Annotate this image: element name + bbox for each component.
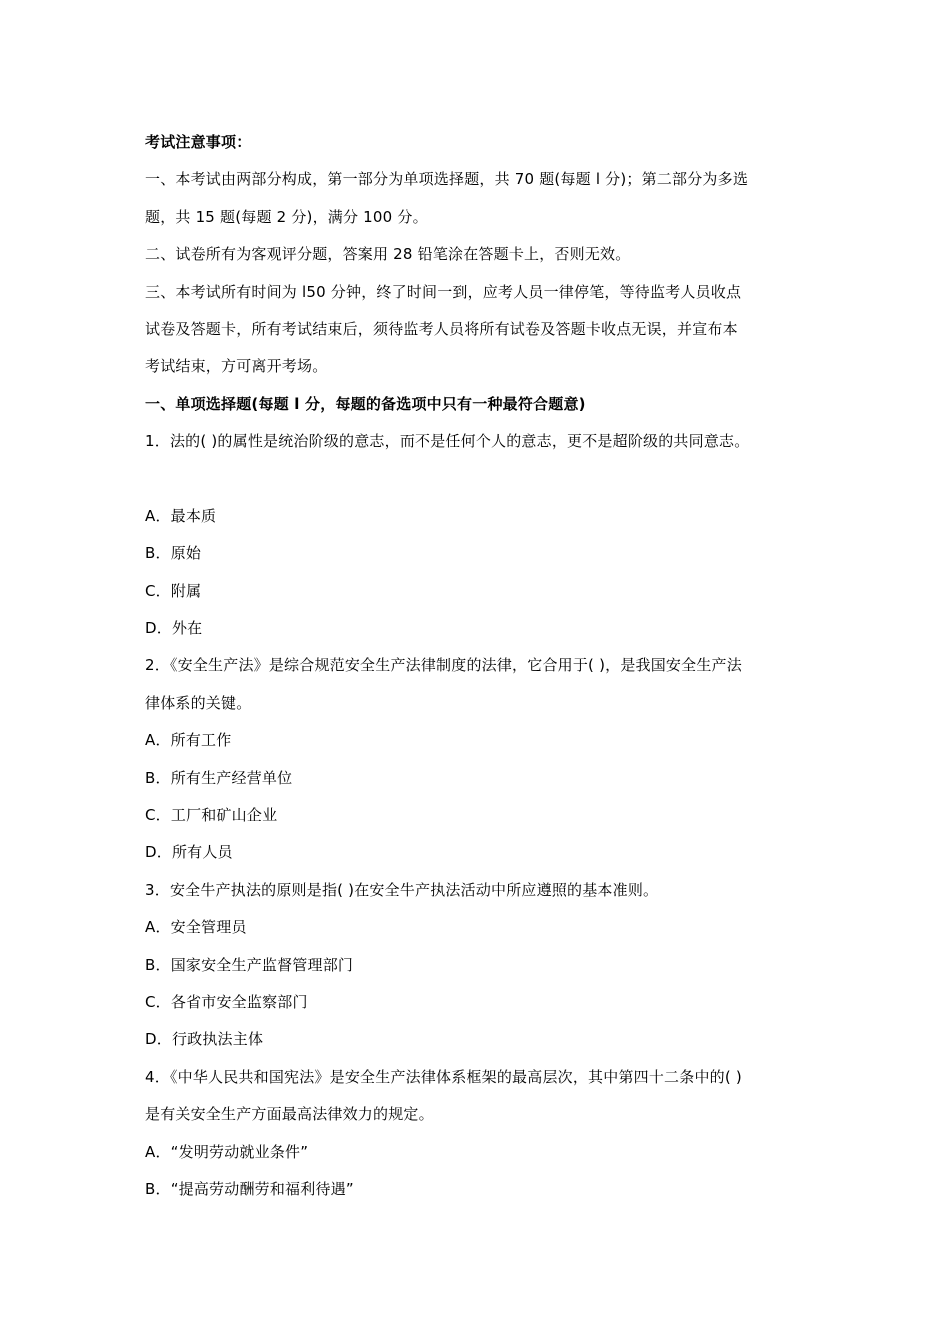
option-a: A．所有工作: [145, 731, 232, 750]
option-c: C．工厂和矿山企业: [145, 806, 278, 825]
question-stem: 3．安全牛产执法的原则是指( )在安全牛产执法活动中所应遵照的基本准则。: [145, 880, 659, 899]
question-stem: 1．法的( )的属性是统治阶级的意志，而不是任何个人的意志，更不是超阶级的共同意志。: [145, 432, 750, 451]
notice-item-3-line-3: 考试结束，方可离开考场。: [145, 357, 328, 376]
notice-item-2: 二、试卷所有为客观评分题，答案用 28 铅笔涂在答题卡上，否则无效。: [145, 245, 631, 264]
notice-item-1-line-1: 一、本考试由两部分构成，第一部分为单项选择题，共 70 题(每题 l 分)；第二部分为多选: [145, 170, 749, 189]
question-stem-continued: 律体系的关键。: [145, 693, 252, 712]
notice-item-3-line-2: 试卷及答题卡，所有考试结束后，须待监考人员将所有试卷及答题卡收点无误，并宣布本: [145, 319, 738, 338]
option-c: C．各省市安全监察部门: [145, 992, 308, 1011]
question-4: [145, 1059, 815, 1209]
section-heading: 一、单项选择题(每题 l 分，每题的备选项中只有一种最符合题意): [145, 394, 586, 413]
notice-item-1-line-2: 题，共 15 题(每题 2 分)，满分 100 分。: [145, 207, 428, 226]
question-stem: 2．《安全生产法》是综合规范安全生产法律制度的法律，它合用于( )，是我国安全生产法: [145, 656, 742, 675]
option-a: A．最本质: [145, 506, 217, 525]
option-d: D．所有人员: [145, 843, 233, 862]
question-1: [145, 423, 815, 647]
question-stem: 4．《中华人民共和国宪法》是安全生产法律体系框架的最高层次，其中第四十二条中的( ): [145, 1067, 742, 1086]
option-d: D．外在: [145, 619, 203, 638]
option-b: B．所有生产经营单位: [145, 768, 293, 787]
option-a: A．“发明劳动就业条件”: [145, 1142, 309, 1161]
question-2: [145, 647, 815, 871]
option-d: D．行政执法主体: [145, 1030, 264, 1049]
option-c: C．附属: [145, 581, 202, 600]
option-b: B．“提高劳动酬劳和福利待遇”: [145, 1179, 354, 1198]
option-a: A．安全管理员: [145, 918, 247, 937]
notice-item-3-line-1: 三、本考试所有时间为 l50 分钟，终了时间一到，应考人员一律停笔，等待监考人员收点: [145, 282, 742, 301]
notice-title: 考试注意事项：: [145, 133, 252, 151]
question-stem-continued: 是有关安全生产方面最高法律效力的规定。: [145, 1105, 434, 1124]
blank-gap: [145, 461, 815, 498]
option-b: B．原始: [145, 544, 202, 563]
document-body: [145, 124, 815, 1208]
question-3: [145, 872, 815, 1059]
option-b: B．国家安全生产监督管理部门: [145, 955, 354, 974]
